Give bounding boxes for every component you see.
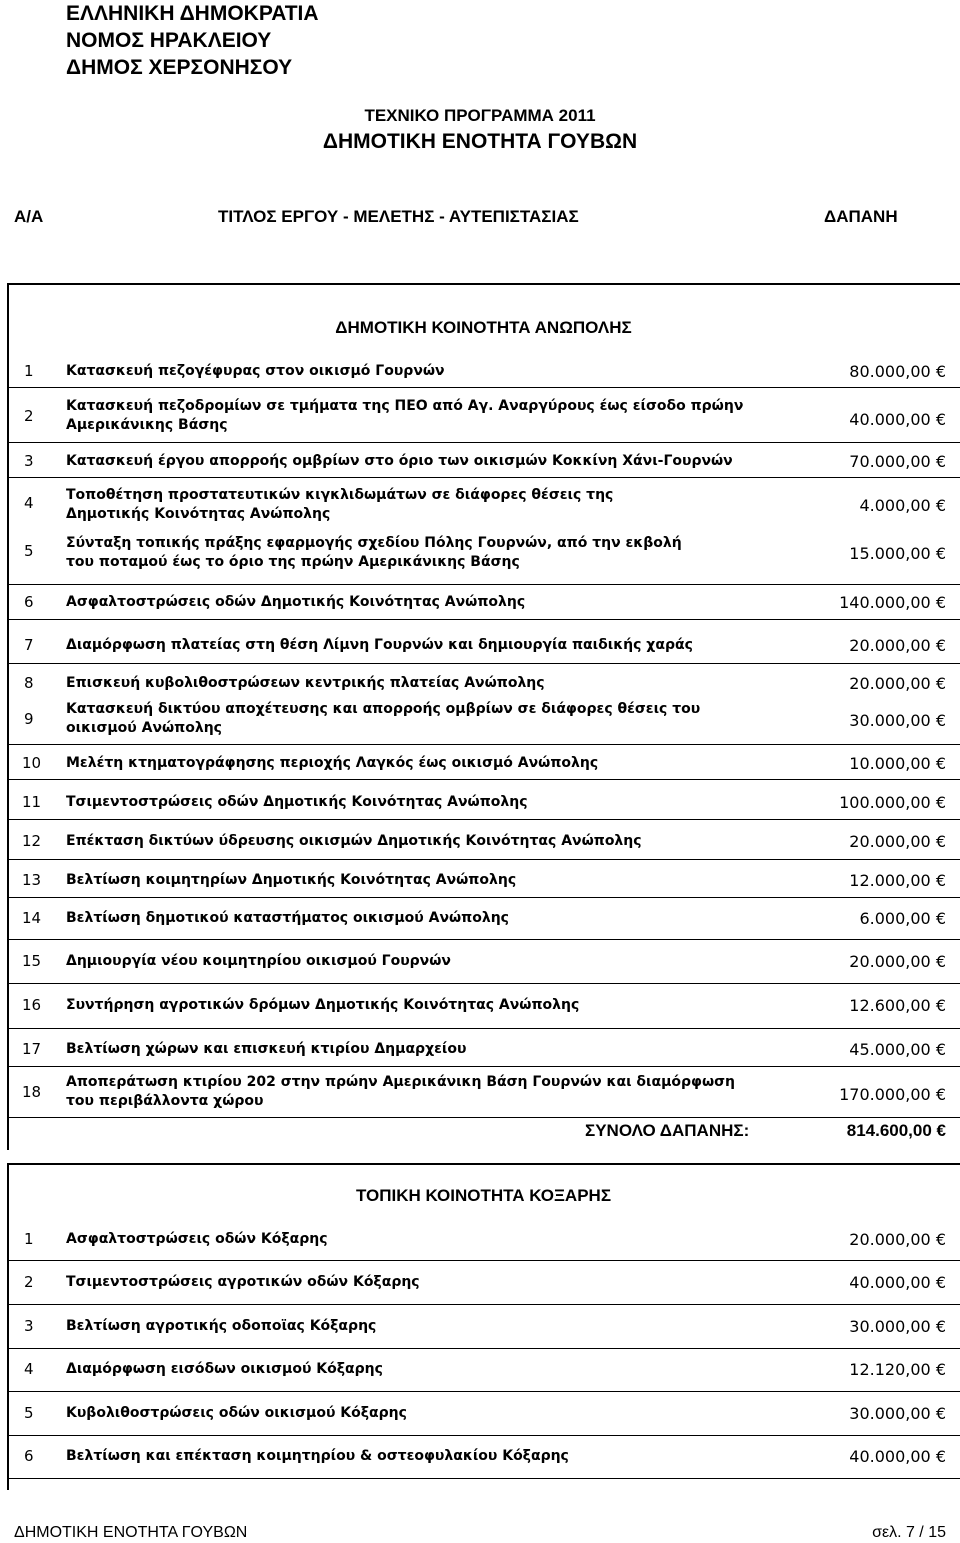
row-divider [7, 779, 960, 780]
row-description: Αποπεράτωση κτιρίου 202 στην πρώην Αμερικάνικη Βάση Γουρνών και διαμόρφωση του περιβάλλοντα χώρου [66, 1074, 736, 1109]
row-divider [7, 819, 960, 820]
row-amount: 40.000,00 € [849, 1447, 946, 1466]
row-divider [7, 1435, 960, 1436]
total-label: ΣΥΝΟΛΟ ΔΑΠΑΝΗΣ: [585, 1121, 750, 1140]
row-divider [7, 1348, 960, 1349]
row-description: Βελτίωση δημοτικού καταστήματος οικισμού Ανώπολης [66, 910, 509, 926]
row-description: Σύνταξη τοπικής πράξης εφαρμογής σχεδίου Πόλης Γουρνών, από την εκβολή του ποταμού έως το όριο της πρώην Αμερικάνικης Βάσης [66, 535, 682, 570]
row-description: Συντήρηση αγροτικών δρόμων Δημοτικής Κοινότητας Ανώπολης [66, 997, 580, 1013]
column-header-number: Α/Α [14, 207, 44, 226]
column-header-title: ΤΙΤΛΟΣ ΕΡΓΟΥ - ΜΕΛΕΤΗΣ - ΑΥΤΕΠΙΣΤΑΣΙΑΣ [218, 207, 579, 226]
row-description: Τσιμεντοστρώσεις οδών Δημοτικής Κοινότητας Ανώπολης [66, 794, 528, 810]
row-number: 10 [22, 754, 42, 772]
row-divider [7, 1260, 960, 1261]
row-number: 16 [22, 996, 42, 1014]
row-number: 5 [24, 1404, 34, 1422]
row-number: 2 [24, 407, 34, 425]
row-description: Ασφαλτοστρώσεις οδών Κόξαρης [66, 1231, 328, 1247]
row-number: 3 [24, 1317, 34, 1335]
footer-unit-name: ΔΗΜΟΤΙΚΗ ΕΝΟΤΗΤΑ ΓΟΥΒΩΝ [14, 1524, 248, 1541]
row-divider [7, 859, 960, 860]
row-description: Βελτίωση κοιμητηρίων Δημοτικής Κοινότητας Ανώπολης [66, 872, 517, 888]
document-header [66, 0, 666, 81]
program-title: ΤΕΧΝΙΚΟ ΠΡΟΓΡΑΜΜΑ 2011 [364, 106, 596, 125]
row-number: 17 [22, 1040, 42, 1058]
row-number: 6 [24, 593, 34, 611]
row-amount: 6.000,00 € [859, 909, 946, 928]
row-description: Κατασκευή δικτύου αποχέτευσης και απορροής ομβρίων σε διάφορες θέσεις του οικισμού Ανώπολης [66, 701, 701, 736]
row-description: Μελέτη κτηματογράφησης περιοχής Λαγκός έως οικισμό Ανώπολης [66, 755, 599, 771]
header-line-3: ΔΗΜΟΣ ΧΕΡΣΟΝΗΣΟΥ [66, 56, 293, 79]
row-description: Διαμόρφωση πλατείας στη θέση Λίμνη Γουρνών και δημιουργία παιδικής χαράς [66, 637, 693, 653]
row-number: 6 [24, 1447, 34, 1465]
row-divider [7, 584, 960, 585]
row-number: 3 [24, 452, 34, 470]
row-divider [7, 744, 960, 745]
row-description: Κυβολιθοστρώσεις οδών οικισμού Κόξαρης [66, 1405, 407, 1421]
row-number: 12 [22, 832, 42, 850]
row-number: 15 [22, 952, 42, 970]
row-number: 14 [22, 909, 42, 927]
section-title-koxaris: ΤΟΠΙΚΗ ΚΟΙΝΟΤΗΤΑ ΚΟΞΑΡΗΣ [355, 1186, 612, 1205]
row-amount: 80.000,00 € [849, 362, 946, 381]
row-number: 1 [24, 362, 34, 380]
row-amount: 140.000,00 € [839, 593, 946, 612]
row-amount: 30.000,00 € [849, 711, 946, 730]
row-number: 9 [24, 710, 34, 728]
footer-page-number: σελ. 7 / 15 [872, 1524, 946, 1541]
row-number: 5 [24, 542, 34, 560]
row-divider [7, 1117, 960, 1118]
row-number: 1 [24, 1230, 34, 1248]
row-divider [7, 619, 960, 620]
row-number: 4 [24, 1360, 34, 1378]
row-number: 7 [24, 636, 34, 654]
row-divider [7, 939, 960, 940]
row-number: 13 [22, 871, 42, 889]
row-description: Δημιουργία νέου κοιμητηρίου οικισμού Γουρνών [66, 953, 451, 969]
column-header-cost: ΔΑΠΑΝΗ [824, 207, 898, 226]
row-amount: 100.000,00 € [839, 793, 946, 812]
row-description: Βελτίωση αγροτικής οδοποϊας Κόξαρης [66, 1318, 377, 1334]
row-description: Βελτίωση χώρων και επισκευή κτιρίου Δημαρχείου [66, 1041, 467, 1057]
row-amount: 4.000,00 € [859, 496, 946, 515]
row-amount: 12.600,00 € [849, 996, 946, 1015]
row-divider [7, 1478, 960, 1479]
row-amount: 20.000,00 € [849, 832, 946, 851]
row-amount: 170.000,00 € [839, 1085, 946, 1104]
header-line-1: ΕΛΛΗΝΙΚΗ ΔΗΜΟΚΡΑΤΙΑ [66, 2, 319, 25]
row-amount: 12.000,00 € [849, 871, 946, 890]
total-value: 814.600,00 € [846, 1121, 946, 1140]
row-divider [7, 1304, 960, 1305]
row-divider [7, 663, 960, 664]
row-amount: 20.000,00 € [849, 636, 946, 655]
row-amount: 30.000,00 € [849, 1317, 946, 1336]
row-amount: 30.000,00 € [849, 1404, 946, 1423]
row-description: Τσιμεντοστρώσεις αγροτικών οδών Κόξαρης [66, 1274, 420, 1290]
row-divider [7, 1028, 960, 1029]
row-divider [7, 477, 960, 478]
unit-title: ΔΗΜΟΤΙΚΗ ΕΝΟΤΗΤΑ ΓΟΥΒΩΝ [322, 130, 638, 153]
row-amount: 12.120,00 € [849, 1360, 946, 1379]
row-description: Τοποθέτηση προστατευτικών κιγκλιδωμάτων σε διάφορες θέσεις της Δημοτικής Κοινότητας Ανώπολης [66, 487, 614, 522]
row-amount: 20.000,00 € [849, 674, 946, 693]
row-amount: 15.000,00 € [849, 544, 946, 563]
row-description: Βελτίωση και επέκταση κοιμητηρίου & οστεοφυλακίου Κόξαρης [66, 1448, 569, 1464]
row-amount: 40.000,00 € [849, 1273, 946, 1292]
row-divider [7, 897, 960, 898]
row-number: 4 [24, 494, 34, 512]
row-number: 2 [24, 1273, 34, 1291]
row-amount: 70.000,00 € [849, 452, 946, 471]
row-divider [7, 387, 960, 388]
row-number: 18 [22, 1083, 42, 1101]
row-amount: 20.000,00 € [849, 952, 946, 971]
row-amount: 40.000,00 € [849, 410, 946, 429]
row-description: Επισκευή κυβολιθοστρώσεων κεντρικής πλατείας Ανώπολης [66, 675, 545, 691]
row-description: Κατασκευή έργου απορροής ομβρίων στο όριο των οικισμών Κοκκίνη Χάνι-Γουρνών [66, 453, 733, 469]
row-description: Επέκταση δικτύων ύδρευσης οικισμών Δημοτικής Κοινότητας Ανώπολης [66, 833, 642, 849]
row-amount: 45.000,00 € [849, 1040, 946, 1059]
row-amount: 20.000,00 € [849, 1230, 946, 1249]
row-divider [7, 1391, 960, 1392]
row-amount: 10.000,00 € [849, 754, 946, 773]
row-divider [7, 442, 960, 443]
row-number: 11 [22, 793, 42, 811]
row-divider [7, 1066, 960, 1067]
row-description: Διαμόρφωση εισόδων οικισμού Κόξαρης [66, 1361, 383, 1377]
header-line-2: ΝΟΜΟΣ ΗΡΑΚΛΕΙΟΥ [66, 29, 272, 52]
row-description: Κατασκευή πεζογέφυρας στον οικισμό Γουρνών [66, 363, 445, 379]
row-description: Ασφαλτοστρώσεις οδών Δημοτικής Κοινότητας Ανώπολης [66, 594, 526, 610]
row-number: 8 [24, 674, 34, 692]
row-description: Κατασκευή πεζοδρομίων σε τμήματα της ΠΕΟ από Αγ. Αναργύρους έως είσοδο πρώην Αμερικάνικης Βάσης [66, 398, 744, 433]
section-title-anopolis: ΔΗΜΟΤΙΚΗ ΚΟΙΝΟΤΗΤΑ ΑΝΩΠΟΛΗΣ [335, 318, 632, 337]
row-divider [7, 983, 960, 984]
